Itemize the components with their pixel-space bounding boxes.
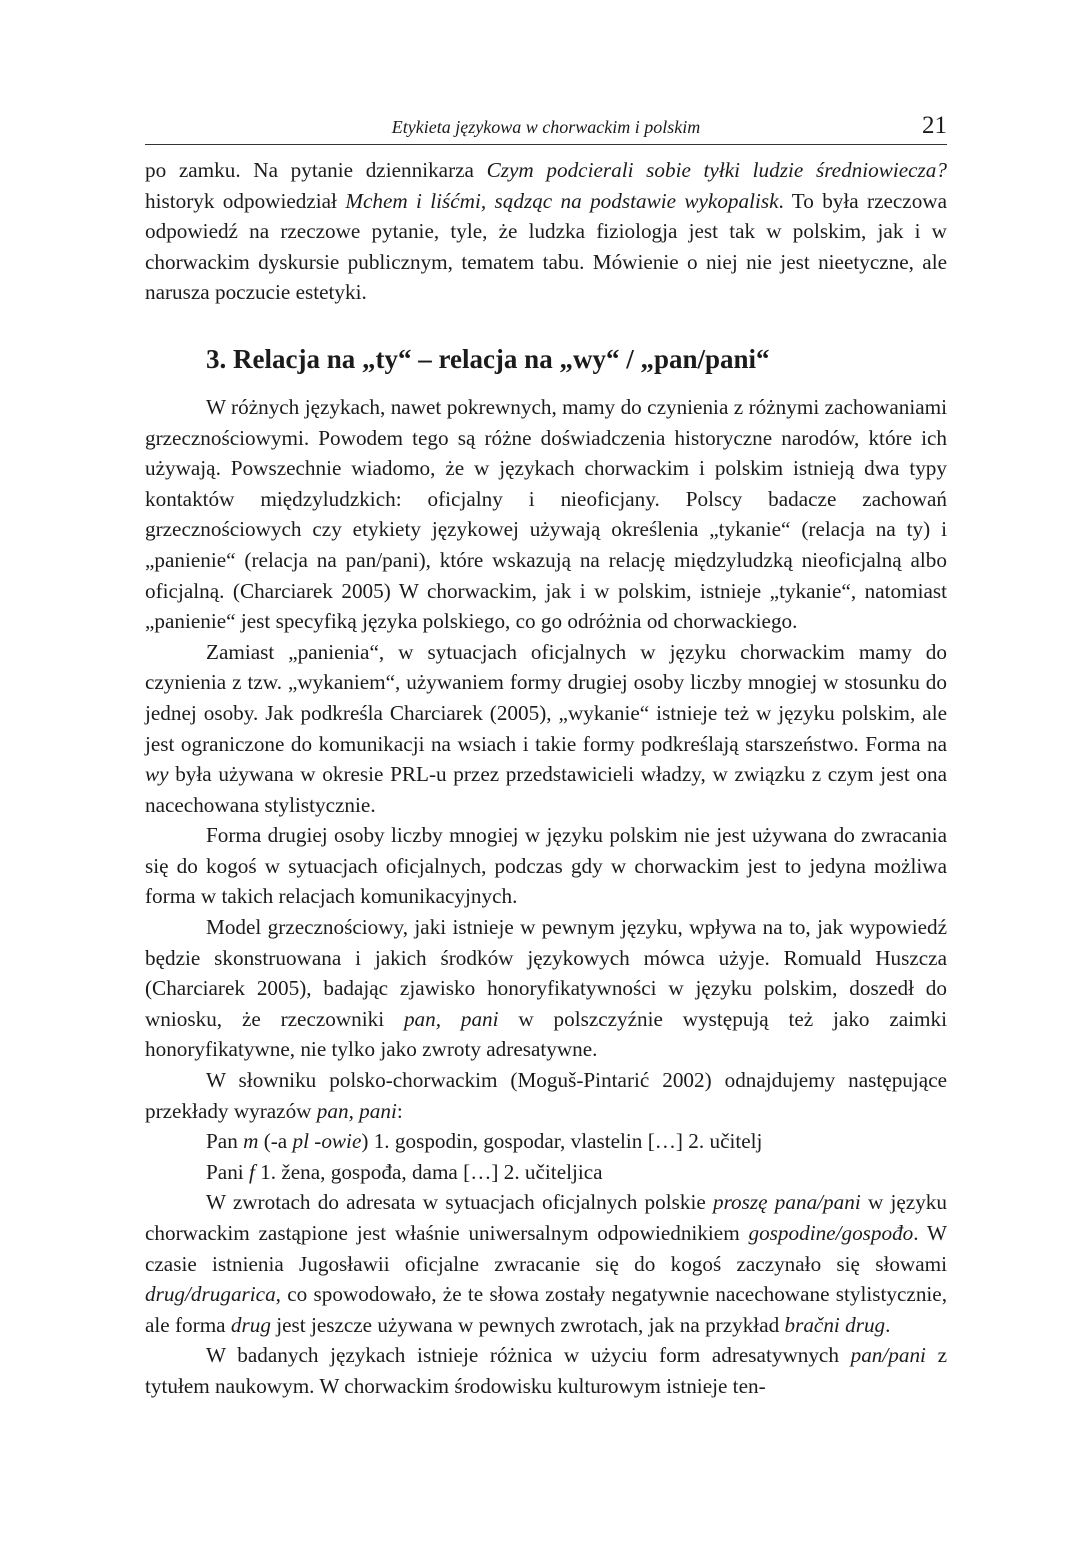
page bbox=[145, 0, 947, 1550]
text-run: Zamiast „panienia“, w sytuacjach oficjalnych w języku chorwackim mamy do czynienia z tzw. „wykaniem“, używaniem formy drugiej osoby liczby mnogiej w stosunku do jednej osoby. Jak podkreśla Charciarek (2005), „wykanie“ istnieje też w języku polskim, ale jest ograniczone do komunikacji na wsiach i takie formy podkreślają starszeństwo. Forma na bbox=[145, 639, 947, 756]
text-run: W różnych językach, nawet pokrewnych, mamy do czynienia z różnymi zachowaniami grzecznościowymi. Powodem tego są różne doświadczenia historyczne narodów, które ich używają. Powszechnie wiadomo, że w językach chorwackim i polskim istnieją dwa typy kontaktów międzyludzkich: oficjalny i nieoficjany. Polscy badacze zachowań grzecznościowych czy etykiety językowej używają określenia „tykanie“ (relacja na ty) i „panienie“ (relacja na pan/pani), które wskazują na relację międzyludzką nieoficjalną albo oficjalną. (Charciarek 2005) W chorwackim, jak i w polskim, istnieje „tykanie“, natomiast „panienie“ jest specyfiką języka polskiego, co go odróżnia od chorwackiego. bbox=[145, 394, 947, 634]
text-run: jest jeszcze używana w pewnych zwrotach, jak na przykład bbox=[270, 1312, 785, 1337]
page-number: 21 bbox=[922, 112, 947, 139]
text-run: . To była rzeczowa odpowiedź na rzeczowe pytanie, tyle, że ludzka fiziologja jest tak w polskim, jak i w chorwackim dyskursie publicznym, tematem tabu. Mówienie o niej nie jest nieetyczne, ale narusza poczucie estetyki. bbox=[145, 188, 948, 305]
italic-run: Mchem i liśćmi, sądząc na podstawie wykopalisk bbox=[345, 188, 779, 213]
italic-run: pan, pani bbox=[403, 1006, 499, 1031]
text-run: Forma drugiej osoby liczby mnogiej w języku polskim nie jest używana do zwracania się do kogoś w sytuacjach oficjalnych, podczas gdy w chorwackim jest to jedyna możliwa forma w takich relacjach komunikacyjnych. bbox=[145, 823, 947, 909]
paragraph bbox=[145, 820, 947, 912]
italic-run: m bbox=[243, 1129, 259, 1154]
text-run: . bbox=[885, 1312, 891, 1337]
section-heading: 3. Relacja na „ty“ – relacja na „wy“ / „pan/pani“ bbox=[206, 343, 770, 374]
body-text bbox=[145, 155, 947, 1402]
paragraph bbox=[145, 637, 947, 821]
text-run: ) 1. gospodin, gospodar, vlastelin […] 2. učitelj bbox=[361, 1129, 763, 1154]
italic-run: Czym podcierali sobie tyłki ludzie średniowiecza? bbox=[486, 158, 947, 182]
text-run: w polszczyźnie występują też jako zaimki honoryfikatywne, nie tylko jako zwroty adresatywne. bbox=[145, 1006, 948, 1062]
text-run: W zwrotach do adresata w sytuacjach oficjalnych polskie bbox=[206, 1190, 713, 1215]
italic-run: wy bbox=[145, 762, 169, 787]
italic-run: gospodine/gospođo bbox=[748, 1221, 914, 1245]
paragraph bbox=[145, 1187, 947, 1340]
paragraph bbox=[145, 912, 947, 1065]
text-run: Pan bbox=[206, 1129, 244, 1154]
text-run: po zamku. Na pytanie dziennikarza bbox=[145, 158, 487, 182]
text-run: W badanych językach istnieje różnica w użyciu form adresatywnych bbox=[206, 1343, 851, 1368]
text-run: : bbox=[396, 1098, 403, 1123]
italic-run: drug/drugarica bbox=[145, 1282, 276, 1307]
text-run: 1. žena, gospođa, dama […] 2. učiteljica bbox=[254, 1159, 603, 1184]
text-run: , co spowodowało, że te słowa zostały negatywnie nacechowane stylistycznie, ale forma bbox=[145, 1282, 947, 1337]
text-run: z tytułem naukowym. W chorwackim środowisku kulturowym istnieje ten- bbox=[145, 1343, 948, 1398]
dictionary-entry-pani bbox=[145, 1157, 947, 1188]
text-run: W słowniku polsko-chorwackim (Moguš-Pintarić 2002) odnajdujemy następujące przekłady wyrazów bbox=[145, 1068, 947, 1123]
text-run: . W czasie istnienia Jugosławii oficjalne zwracanie się do kogoś zaczynało się słowami bbox=[145, 1221, 947, 1276]
paragraph bbox=[145, 1340, 947, 1401]
running-header bbox=[145, 112, 947, 145]
text-run: (-a bbox=[258, 1129, 293, 1154]
text-run: historyk odpowiedział bbox=[145, 188, 346, 213]
italic-run: drug bbox=[230, 1312, 271, 1337]
text-run: Model grzecznościowy, jaki istnieje w pewnym języku, wpływa na to, jak wypowiedź będzie skonstruowana i jakich środków językowych mówca użyje. Romuald Huszcza (Charciarek 2005), badając zjawisko honoryfikatywności w języku polskim, doszedł do wniosku, że rzeczowniki bbox=[145, 915, 947, 1031]
italic-run: pl -owie bbox=[292, 1129, 362, 1154]
italic-run: pan, pani bbox=[316, 1098, 397, 1123]
paragraph-continuation bbox=[145, 155, 947, 308]
paragraph bbox=[145, 1065, 947, 1126]
text-run: w języku chorwackim zastąpione jest właśnie uniwersalnym odpowiednikiem bbox=[145, 1190, 947, 1245]
text-run: była używana w okresie PRL-u przez przedstawicieli władzy, w związku z czym jest ona nacechowana stylistycznie. bbox=[145, 762, 947, 817]
running-title: Etykieta językowa w chorwackim i polskim bbox=[391, 117, 701, 137]
paragraph bbox=[145, 392, 947, 637]
italic-run: proszę pana/pani bbox=[713, 1190, 861, 1215]
dictionary-entry-pan bbox=[145, 1126, 947, 1157]
italic-run: bračni drug bbox=[784, 1312, 886, 1337]
text-run: Pani bbox=[206, 1159, 249, 1184]
italic-run: f bbox=[248, 1159, 255, 1184]
italic-run: pan/​pani bbox=[850, 1343, 926, 1368]
